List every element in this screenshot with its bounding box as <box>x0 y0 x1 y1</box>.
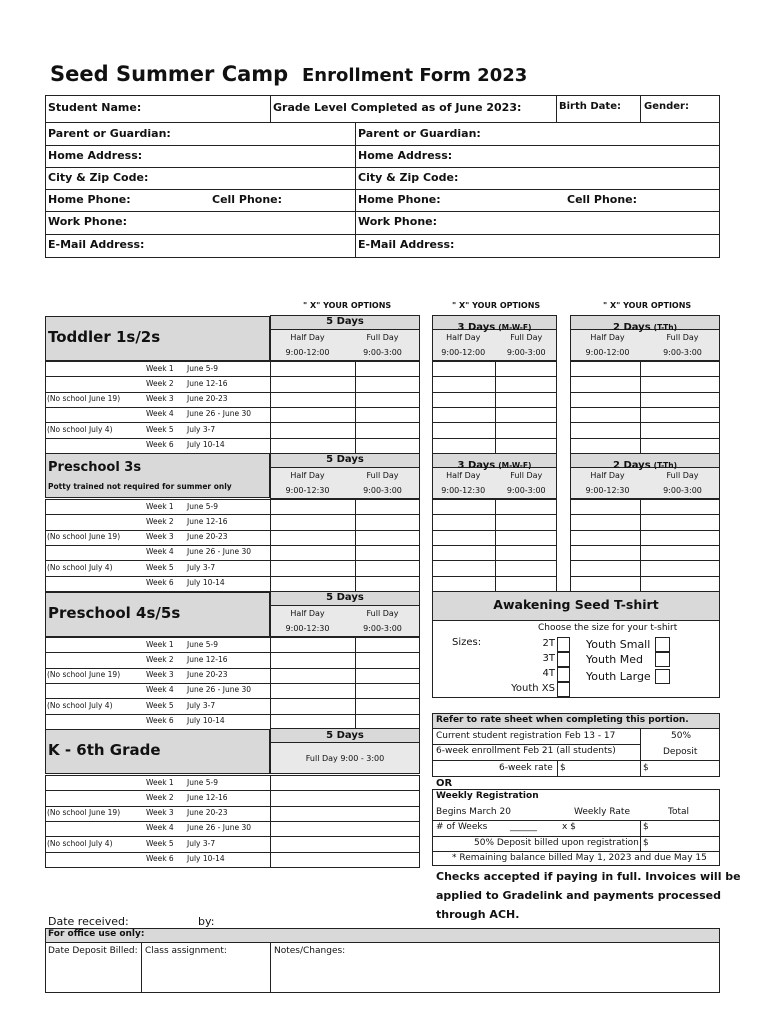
pre45-5day-header-days: 5 Days <box>326 592 364 603</box>
toddler-5day-week-4-full-checkbox[interactable] <box>356 408 419 421</box>
pre45-week-3-label: Week 3 <box>146 670 174 680</box>
pre45-5day-week-1-full-checkbox[interactable] <box>356 638 419 651</box>
form-subtitle: Enrollment Form 2023 <box>302 65 528 86</box>
pre3-5day-week-5-full-checkbox[interactable] <box>356 561 419 574</box>
pre3-3day-week-2-half-checkbox[interactable] <box>433 515 495 528</box>
toddler-3day-header-days-note: (M-W-F) <box>498 323 532 332</box>
k6-week-3-note: (No school June 19) <box>47 808 121 818</box>
toddler-5day-header-full-label: Full Day <box>366 333 399 342</box>
toddler-5day-week-5-full-checkbox[interactable] <box>356 423 419 436</box>
toddler-3day-week-2-full-checkbox[interactable] <box>496 377 557 390</box>
pre3-week-2-dates: June 12-16 <box>187 516 228 526</box>
pre3-5day-header-days: 5 Days <box>326 454 364 465</box>
tshirt-size-0-checkbox[interactable] <box>557 637 570 652</box>
deposit-label: Deposit <box>663 747 698 757</box>
toddler-2day-week-5-half-checkbox[interactable] <box>571 423 640 436</box>
date-received-label: Date received: <box>48 915 129 928</box>
pre45-week-3-dates: June 20-23 <box>187 670 228 680</box>
work-phone-field-1[interactable]: Work Phone: <box>48 215 128 228</box>
tshirt-right-size-0-label: Youth Small <box>586 638 651 651</box>
toddler-3day-week-5-half-checkbox[interactable] <box>433 423 495 436</box>
or-label: OR <box>436 778 453 789</box>
pre3-week-2-label: Week 2 <box>146 516 174 526</box>
pre45-5day-week-4-full-checkbox[interactable] <box>356 684 419 697</box>
toddler-week-6-dates: July 10-14 <box>187 440 225 449</box>
tshirt-right-size-1-label: Youth Med <box>586 653 643 666</box>
pre3-3day-week-6-full-checkbox[interactable] <box>496 577 557 590</box>
pre3-2day-week-3-half-checkbox[interactable] <box>571 531 640 544</box>
begins-label: Begins March 20 <box>436 807 511 817</box>
pre3-5day-week-6-full-checkbox[interactable] <box>356 577 419 590</box>
pre3-3day-week-5-half-checkbox[interactable] <box>433 561 495 574</box>
parent-field-2[interactable]: Parent or Guardian: <box>358 127 481 140</box>
pre45-week-2-label: Week 2 <box>146 654 174 664</box>
k6-week-6-label: Week 6 <box>146 854 174 863</box>
toddler-3day-header-full-time: 9:00-3:00 <box>506 348 546 357</box>
pre3-3day-week-3-full-checkbox[interactable] <box>496 531 557 544</box>
email-field-2[interactable]: E-Mail Address: <box>358 238 455 251</box>
toddler-2day-week-6-full-checkbox[interactable] <box>641 439 720 452</box>
home-address-field-1[interactable]: Home Address: <box>48 149 143 162</box>
pre3-3day-header-half-label: Half Day <box>446 471 481 480</box>
toddler-3day-week-4-full-checkbox[interactable] <box>496 408 557 421</box>
options-label-5day: " X" YOUR OPTIONS <box>303 301 392 310</box>
k6-week-5-label: Week 5 <box>146 838 174 848</box>
toddler-5day-week-3-half-checkbox[interactable] <box>271 393 355 406</box>
toddler-2day-week-3-full-checkbox[interactable] <box>641 393 720 406</box>
toddler-2day-week-1-full-checkbox[interactable] <box>641 362 720 375</box>
pre3-5day-week-1-full-checkbox[interactable] <box>356 500 419 513</box>
pre3-3day-header-full-time: 9:00-3:00 <box>506 486 546 495</box>
tshirt-size-3-checkbox[interactable] <box>557 682 570 697</box>
deposit-billed-input[interactable]: $ <box>643 838 649 848</box>
toddler-5day-week-1-half-checkbox[interactable] <box>271 362 355 375</box>
pre45-week-4-dates: June 26 - June 30 <box>187 685 251 695</box>
pre3-week-6-dates: July 10-14 <box>187 578 225 587</box>
k6-week-1-dates: June 5-9 <box>187 777 218 787</box>
six-week-rate-input[interactable]: $ <box>560 763 566 773</box>
toddler-3day-header-half-label: Half Day <box>446 333 481 342</box>
pre3-week-4-label: Week 4 <box>146 547 174 557</box>
pre45-week-6-dates: July 10-14 <box>187 716 225 725</box>
k6-week-4-dates: June 26 - June 30 <box>187 823 251 833</box>
pre3-2day-week-1-full-checkbox[interactable] <box>641 500 720 513</box>
pre3-5day-header-half-time: 9:00-12:30 <box>285 486 330 495</box>
pre45-5day-header-full-time: 9:00-3:00 <box>363 624 402 633</box>
pre3-3day-week-6-half-checkbox[interactable] <box>433 577 495 590</box>
pre3-2day-week-6-full-checkbox[interactable] <box>641 577 720 590</box>
pre3-5day-week-1-half-checkbox[interactable] <box>271 500 355 513</box>
toddler-week-5-label: Week 5 <box>146 424 174 434</box>
toddler-2day-header-days <box>570 317 720 333</box>
toddler-week-2-dates: June 12-16 <box>187 378 228 388</box>
pre45-5day-header-full-label: Full Day <box>366 609 399 618</box>
toddler-week-1-label: Week 1 <box>146 363 174 373</box>
birth-date-field[interactable]: Birth Date: <box>559 101 621 112</box>
toddler-5day-week-6-full-checkbox[interactable] <box>356 439 419 452</box>
toddler-5day-week-4-half-checkbox[interactable] <box>271 408 355 421</box>
k6-week-3-label: Week 3 <box>146 808 174 818</box>
k6-week-1-label: Week 1 <box>146 777 174 787</box>
toddler-week-3-note: (No school June 19) <box>47 394 121 404</box>
checks-note-2: applied to Gradelink and payments processed <box>436 889 721 902</box>
pre3-week-1-dates: June 5-9 <box>187 501 218 511</box>
toddler-2day-header-days-note: (T-Th) <box>653 323 677 332</box>
tshirt-size-1-checkbox[interactable] <box>557 652 570 667</box>
toddler-3day-week-2-half-checkbox[interactable] <box>433 377 495 390</box>
pre45-week-5-note: (No school July 4) <box>47 700 113 710</box>
pre3-week-3-label: Week 3 <box>146 532 174 542</box>
pre3-2day-week-2-half-checkbox[interactable] <box>571 515 640 528</box>
toddler-2day-header-full-time: 9:00-3:00 <box>663 348 702 357</box>
toddler-5day-week-2-full-checkbox[interactable] <box>356 377 419 390</box>
pre45-5day-week-3-half-checkbox[interactable] <box>271 669 355 682</box>
student-name-field[interactable]: Student Name: <box>48 101 142 114</box>
pre3-5day-week-3-half-checkbox[interactable] <box>271 531 355 544</box>
pre3-5day-week-2-full-checkbox[interactable] <box>356 515 419 528</box>
toddler-week-6-label: Week 6 <box>146 440 174 449</box>
pre3-2day-week-5-half-checkbox[interactable] <box>571 561 640 574</box>
k6-week-2-dates: June 12-16 <box>187 792 228 802</box>
pre3-5day-header-half-label: Half Day <box>290 471 325 480</box>
toddler-2day-header-full-label: Full Day <box>666 333 699 342</box>
tshirt-right-size-2-checkbox[interactable] <box>655 669 670 684</box>
pre3-2day-week-3-full-checkbox[interactable] <box>641 531 720 544</box>
pre45-5day-week-5-half-checkbox[interactable] <box>271 699 355 712</box>
k6-5day-week-4-full-checkbox[interactable] <box>271 822 419 835</box>
office-use-title: For office use only: <box>48 929 145 939</box>
toddler-3day-week-3-full-checkbox[interactable] <box>496 393 557 406</box>
class-assignment-field[interactable]: Class assignment: <box>145 946 227 956</box>
tshirt-size-1-label: 3T <box>542 653 555 664</box>
toddler-5day-header-half-time: 9:00-12:00 <box>285 348 330 357</box>
pre3-2day-week-6-half-checkbox[interactable] <box>571 577 640 590</box>
pre45-5day-week-3-full-checkbox[interactable] <box>356 669 419 682</box>
toddler-3day-week-6-full-checkbox[interactable] <box>496 439 557 452</box>
pre45-5day-header-half-time: 9:00-12:30 <box>285 624 330 633</box>
tshirt-size-3-label: Youth XS <box>511 683 555 694</box>
options-label-3day: " X" YOUR OPTIONS <box>452 301 541 310</box>
pre3-5day-week-3-full-checkbox[interactable] <box>356 531 419 544</box>
pre3-2day-header-full-label: Full Day <box>666 471 699 480</box>
work-phone-field-2[interactable]: Work Phone: <box>358 215 438 228</box>
toddler-2day-week-4-full-checkbox[interactable] <box>641 408 720 421</box>
k6-5day-week-6-full-checkbox[interactable] <box>271 853 419 866</box>
pre3-3day-header-half-time: 9:00-12:30 <box>441 486 486 495</box>
pre45-week-6-label: Week 6 <box>146 716 174 725</box>
pre3-3day-week-2-full-checkbox[interactable] <box>496 515 557 528</box>
toddler-2day-week-5-full-checkbox[interactable] <box>641 423 720 436</box>
deposit-billed-note: 50% Deposit billed upon registration <box>474 838 639 848</box>
pre3-3day-week-5-full-checkbox[interactable] <box>496 561 557 574</box>
pre3-week-5-note: (No school July 4) <box>47 562 113 572</box>
pre3-3day-header-full-label: Full Day <box>510 471 543 480</box>
toddler-heading: Toddler 1s/2s <box>48 328 161 346</box>
parent-field-1[interactable]: Parent or Guardian: <box>48 127 171 140</box>
toddler-3day-week-1-full-checkbox[interactable] <box>496 362 557 375</box>
toddler-5day-week-6-half-checkbox[interactable] <box>271 439 355 452</box>
pre45-5day-week-2-full-checkbox[interactable] <box>356 653 419 666</box>
num-weeks-label: # of Weeks <box>436 822 488 832</box>
pre3-2day-header-half-label: Half Day <box>590 471 625 480</box>
pre45-5day-week-2-half-checkbox[interactable] <box>271 653 355 666</box>
toddler-week-4-dates: June 26 - June 30 <box>187 409 251 419</box>
refer-note: Refer to rate sheet when completing this portion. <box>436 715 689 725</box>
toddler-3day-week-6-half-checkbox[interactable] <box>433 439 495 452</box>
toddler-week-5-dates: July 3-7 <box>187 424 216 434</box>
pre3-3day-header-days <box>432 455 557 471</box>
pre3-note: Potty trained not required for summer only <box>48 482 232 491</box>
pre3-5day-header-full-time: 9:00-3:00 <box>363 486 402 495</box>
pre45-5day-week-6-half-checkbox[interactable] <box>271 715 355 728</box>
pre3-5day-week-2-half-checkbox[interactable] <box>271 515 355 528</box>
k6-5day-days: 5 Days <box>326 730 364 741</box>
k6-week-5-dates: July 3-7 <box>187 838 216 848</box>
pre3-2day-week-1-half-checkbox[interactable] <box>571 500 640 513</box>
pre45-heading: Preschool 4s/5s <box>48 604 181 622</box>
pre45-5day-week-5-full-checkbox[interactable] <box>356 699 419 712</box>
pre45-5day-header-half-label: Half Day <box>290 609 325 618</box>
k6-full-time: Full Day 9:00 - 3:00 <box>305 754 385 763</box>
weekly-reg-title: Weekly Registration <box>436 791 539 801</box>
page-title: Seed Summer Camp <box>50 62 289 86</box>
checks-note-1: Checks accepted if paying in full. Invoices will be <box>436 870 741 883</box>
pre3-3day-week-4-half-checkbox[interactable] <box>433 546 495 559</box>
k6-5day-week-1-full-checkbox[interactable] <box>271 776 419 789</box>
pre3-2day-week-2-full-checkbox[interactable] <box>641 515 720 528</box>
grade-level-field[interactable]: Grade Level Completed as of June 2023: <box>273 101 522 114</box>
k6-5day-week-2-full-checkbox[interactable] <box>271 791 419 804</box>
k6-week-3-dates: June 20-23 <box>187 808 228 818</box>
toddler-3day-week-3-half-checkbox[interactable] <box>433 393 495 406</box>
k6-week-6-dates: July 10-14 <box>187 854 225 863</box>
pre45-week-5-dates: July 3-7 <box>187 700 216 710</box>
pre45-week-2-dates: June 12-16 <box>187 654 228 664</box>
toddler-2day-week-1-half-checkbox[interactable] <box>571 362 640 375</box>
pre3-3day-week-1-half-checkbox[interactable] <box>433 500 495 513</box>
current-reg: Current student registration Feb 13 - 17 <box>436 731 616 741</box>
pre3-week-4-dates: June 26 - June 30 <box>187 547 251 557</box>
pre3-5day-week-5-half-checkbox[interactable] <box>271 561 355 574</box>
pre3-5day-week-4-half-checkbox[interactable] <box>271 546 355 559</box>
tshirt-right-size-2-label: Youth Large <box>586 670 651 683</box>
k6-week-4-label: Week 4 <box>146 823 174 833</box>
city-zip-field-2[interactable]: City & Zip Code: <box>358 171 459 184</box>
toddler-week-2-label: Week 2 <box>146 378 174 388</box>
toddler-3day-header-days-text: 3 Days <box>457 322 496 333</box>
toddler-5day-week-3-full-checkbox[interactable] <box>356 393 419 406</box>
toddler-2day-week-6-half-checkbox[interactable] <box>571 439 640 452</box>
home-address-field-2[interactable]: Home Address: <box>358 149 453 162</box>
k6-heading: K - 6th Grade <box>48 741 161 759</box>
tshirt-title: Awakening Seed T-shirt <box>493 597 659 612</box>
pre3-week-5-dates: July 3-7 <box>187 562 216 572</box>
tshirt-instruction: Choose the size for your t-shirt <box>538 623 678 633</box>
pre3-2day-header-days <box>570 455 720 471</box>
toddler-2day-header-days-text: 2 Days <box>613 322 651 333</box>
home-phone-field-1[interactable]: Home Phone: <box>48 193 131 206</box>
toddler-5day-header-half-label: Half Day <box>290 333 325 342</box>
k6-5day-week-3-full-checkbox[interactable] <box>271 807 419 820</box>
pre3-3day-week-1-full-checkbox[interactable] <box>496 500 557 513</box>
pre3-3day-week-3-half-checkbox[interactable] <box>433 531 495 544</box>
six-week-enroll: 6-week enrollment Feb 21 (all students) <box>436 746 616 756</box>
toddler-2day-week-2-full-checkbox[interactable] <box>641 377 720 390</box>
pre45-5day-week-1-half-checkbox[interactable] <box>271 638 355 651</box>
options-label-2day: " X" YOUR OPTIONS <box>603 301 692 310</box>
pre3-week-1-label: Week 1 <box>146 501 174 511</box>
remaining-note: * Remaining balance billed May 1, 2023 and due May 15 <box>452 853 707 863</box>
pre45-week-5-label: Week 5 <box>146 700 174 710</box>
toddler-2day-header-half-time: 9:00-12:00 <box>585 348 630 357</box>
home-phone-field-2[interactable]: Home Phone: <box>358 193 441 206</box>
pre3-2day-header-full-time: 9:00-3:00 <box>663 486 702 495</box>
pre45-week-3-note: (No school June 19) <box>47 670 121 680</box>
received-by-label: by: <box>198 915 215 928</box>
toddler-week-4-label: Week 4 <box>146 409 174 419</box>
pre3-2day-week-4-full-checkbox[interactable] <box>641 546 720 559</box>
pre3-2day-week-5-full-checkbox[interactable] <box>641 561 720 574</box>
weekly-rate-input[interactable]: x $ <box>562 822 576 832</box>
pre45-week-1-label: Week 1 <box>146 639 174 649</box>
pre3-2day-week-4-half-checkbox[interactable] <box>571 546 640 559</box>
toddler-3day-header-full-label: Full Day <box>510 333 543 342</box>
pre45-week-1-dates: June 5-9 <box>187 639 218 649</box>
pre3-heading: Preschool 3s <box>48 460 142 475</box>
toddler-2day-header-half-label: Half Day <box>590 333 625 342</box>
pre3-week-3-note: (No school June 19) <box>47 532 121 542</box>
num-weeks-input[interactable]: ______ <box>510 822 537 832</box>
k6-5day-week-5-full-checkbox[interactable] <box>271 837 419 850</box>
toddler-3day-header-half-time: 9:00-12:00 <box>441 348 486 357</box>
six-week-rate-label: 6-week rate <box>499 763 553 773</box>
tshirt-right-size-1-checkbox[interactable] <box>655 652 670 667</box>
pre45-5day-week-6-full-checkbox[interactable] <box>356 715 419 728</box>
tshirt-right-size-0-checkbox[interactable] <box>655 637 670 652</box>
toddler-3day-week-1-half-checkbox[interactable] <box>433 362 495 375</box>
k6-week-2-label: Week 2 <box>146 792 174 802</box>
toddler-5day-week-1-full-checkbox[interactable] <box>356 362 419 375</box>
toddler-5day-header-full-time: 9:00-3:00 <box>363 348 402 357</box>
toddler-week-5-note: (No school July 4) <box>47 424 113 434</box>
pre3-2day-header-half-time: 9:00-12:30 <box>585 486 630 495</box>
notes-changes-field[interactable]: Notes/Changes: <box>274 946 346 956</box>
gender-field[interactable]: Gender: <box>644 101 689 112</box>
deposit-pct: 50% <box>671 731 692 741</box>
toddler-5day-header-days: 5 Days <box>326 316 364 327</box>
pre3-2day-header-days-note: (T-Th) <box>653 461 677 470</box>
toddler-3day-week-5-full-checkbox[interactable] <box>496 423 557 436</box>
pre3-week-3-dates: June 20-23 <box>187 532 228 542</box>
toddler-week-3-label: Week 3 <box>146 394 174 404</box>
tshirt-size-0-label: 2T <box>542 638 555 649</box>
weekly-rate-label: Weekly Rate <box>574 807 630 817</box>
pre45-week-4-label: Week 4 <box>146 685 174 695</box>
toddler-3day-week-4-half-checkbox[interactable] <box>433 408 495 421</box>
toddler-3day-header-days <box>432 317 557 333</box>
total-label: Total <box>668 807 690 817</box>
toddler-5day-week-5-half-checkbox[interactable] <box>271 423 355 436</box>
k6-week-5-note: (No school July 4) <box>47 838 113 848</box>
toddler-2day-week-3-half-checkbox[interactable] <box>571 393 640 406</box>
pre3-5day-week-4-full-checkbox[interactable] <box>356 546 419 559</box>
pre45-5day-week-4-half-checkbox[interactable] <box>271 684 355 697</box>
six-week-total-input[interactable]: $ <box>643 763 649 773</box>
pre3-5day-week-6-half-checkbox[interactable] <box>271 577 355 590</box>
toddler-week-3-dates: June 20-23 <box>187 394 228 404</box>
checks-note-3: through ACH. <box>436 908 520 921</box>
cell-phone-field-2[interactable]: Cell Phone: <box>567 193 638 206</box>
tshirt-sizes-label: Sizes: <box>452 637 482 648</box>
toddler-2day-week-2-half-checkbox[interactable] <box>571 377 640 390</box>
pre3-3day-week-4-full-checkbox[interactable] <box>496 546 557 559</box>
toddler-5day-week-2-half-checkbox[interactable] <box>271 377 355 390</box>
tshirt-size-2-checkbox[interactable] <box>557 667 570 682</box>
pre3-week-6-label: Week 6 <box>146 578 174 587</box>
date-deposit-billed-field[interactable]: Date Deposit Billed: <box>48 946 138 956</box>
pre3-week-5-label: Week 5 <box>146 562 174 572</box>
pre3-5day-header-full-label: Full Day <box>366 471 399 480</box>
pre3-2day-header-days-text: 2 Days <box>613 460 651 471</box>
city-zip-field-1[interactable]: City & Zip Code: <box>48 171 149 184</box>
toddler-week-1-dates: June 5-9 <box>187 363 218 373</box>
pre3-3day-header-days-note: (M-W-F) <box>498 461 532 470</box>
email-field-1[interactable]: E-Mail Address: <box>48 238 145 251</box>
pre3-3day-header-days-text: 3 Days <box>457 460 496 471</box>
weekly-total-input[interactable]: $ <box>643 822 649 832</box>
toddler-2day-week-4-half-checkbox[interactable] <box>571 408 640 421</box>
cell-phone-field-1[interactable]: Cell Phone: <box>212 193 283 206</box>
tshirt-size-2-label: 4T <box>542 668 555 679</box>
